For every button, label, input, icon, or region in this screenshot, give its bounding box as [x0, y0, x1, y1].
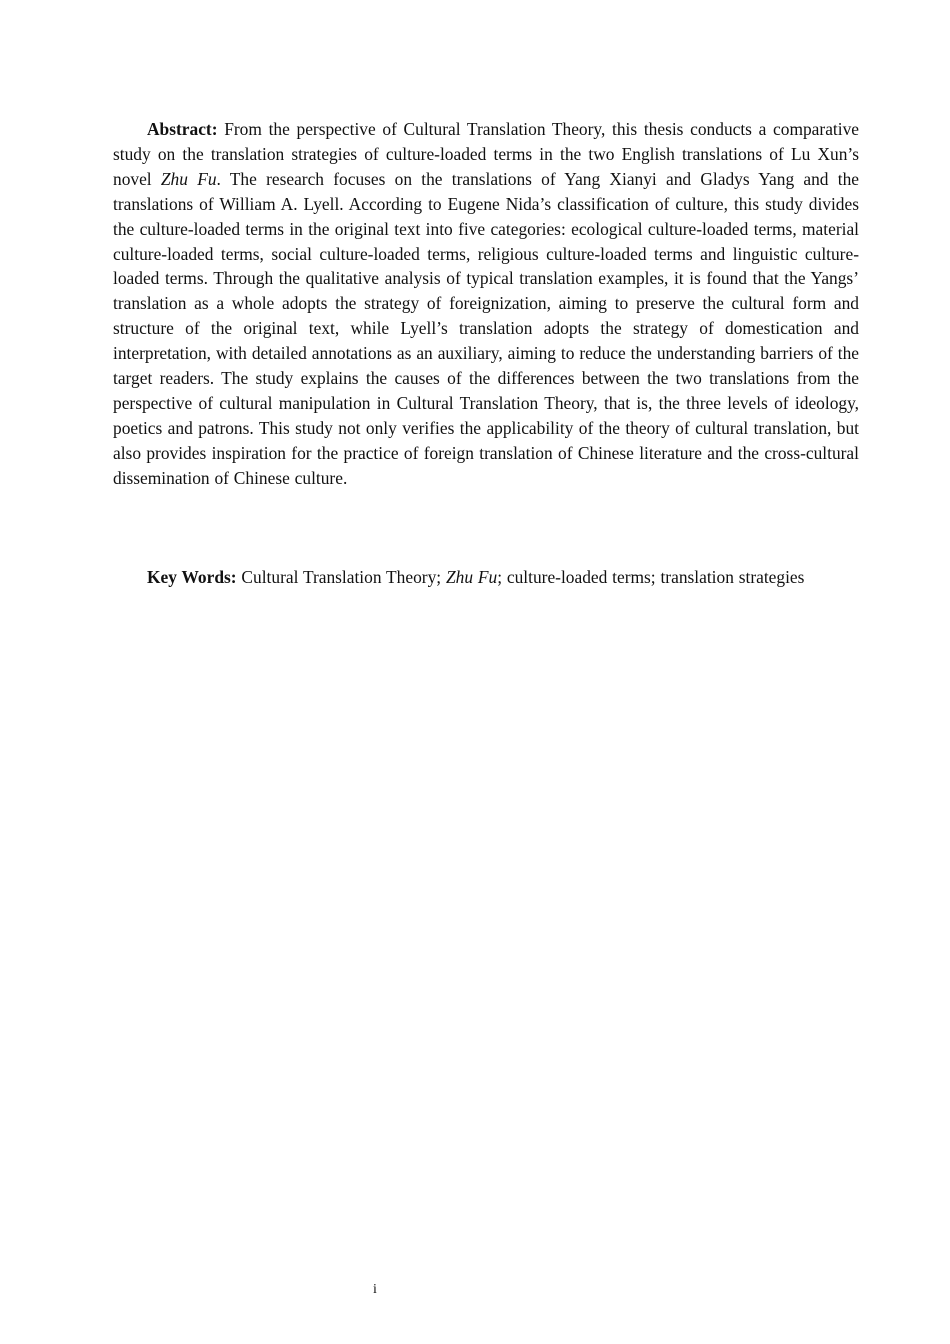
page-number: i	[373, 1282, 377, 1297]
abstract-label: Abstract:	[147, 119, 218, 139]
abstract-novel-title: Zhu Fu	[160, 168, 217, 189]
keywords-text-part1: Cultural Translation Theory;	[236, 567, 446, 587]
keywords-text-part2: ; culture-loaded terms; translation strategies	[497, 567, 805, 587]
abstract-text-part1: From the perspective of Cultural Translation Theory, this thesis conducts a comparative study on the translation strategies of culture-loaded terms in the two English translations of Lu Xun’s novel	[113, 119, 859, 189]
keywords-paragraph	[113, 565, 859, 590]
keywords-label: Key Words:	[147, 567, 237, 587]
keywords-novel-title: Zhu Fu	[445, 567, 498, 587]
abstract-paragraph	[113, 117, 859, 491]
abstract-text-part2: . The research focuses on the translations of Yang Xianyi and Gladys Yang and the translations of William A. Lyell. According to Eugene Nida’s classification of culture, this study divides the culture-loaded terms in the original text into five categories: ecological culture-loaded terms, material culture-loaded terms, social culture-loaded terms, religious culture-loaded terms and linguistic culture-loaded terms. Through the qualitative analysis of typical translation examples, it is found that the Yangs’ translation as a whole adopts the strategy of foreignization, aiming to preserve the cultural form and structure of the original text, while Lyell’s translation adopts the strategy of domestication and interpretation, with detailed annotations as an auxiliary, aiming to reduce the understanding barriers of the target readers. The study explains the causes of the differences between the two translations from the perspective of cultural manipulation in Cultural Translation Theory, that is, the three levels of ideology, poetics and patrons. This study not only verifies the applicability of the theory of cultural translation, but also provides inspiration for the practice of foreign translation of Chinese literature and the cross-cultural dissemination of Chinese culture.	[113, 168, 859, 488]
